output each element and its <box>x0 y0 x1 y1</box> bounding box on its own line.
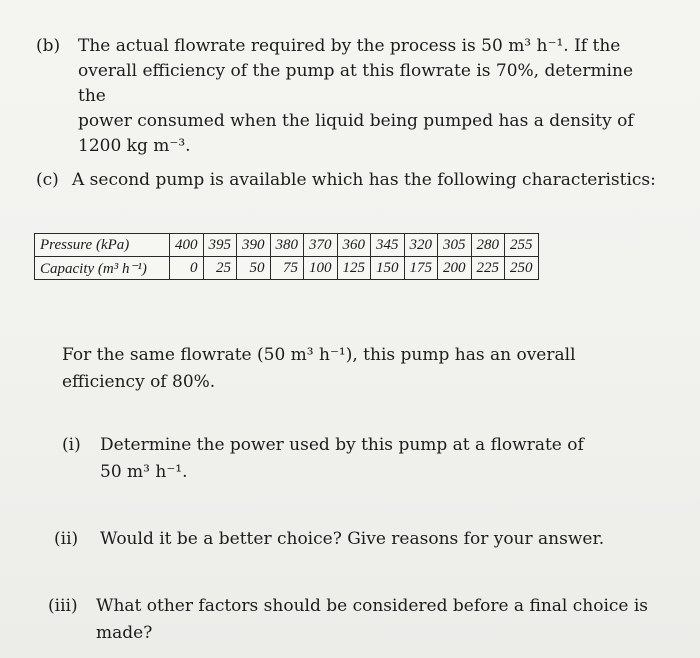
capacity-cell: 25 <box>203 257 237 280</box>
pressure-cell: 360 <box>337 234 371 257</box>
question-i-line-1: Determine the power used by this pump at a flowrate of <box>100 435 584 455</box>
question-iii-label: (iii) <box>48 596 78 616</box>
capacity-cell: 225 <box>471 257 505 280</box>
capacity-header: Capacity (m³ h⁻¹) <box>35 257 170 280</box>
intro-line-1: For the same flowrate (50 m³ h⁻¹), this pump has an overall <box>62 345 576 365</box>
question-i-text <box>100 432 660 486</box>
pressure-cell: 380 <box>270 234 304 257</box>
pressure-header: Pressure (kPa) <box>35 234 170 257</box>
capacity-cell: 0 <box>170 257 204 280</box>
pump-characteristics-table <box>34 233 539 280</box>
question-iii-text <box>96 593 676 647</box>
pressure-cell: 390 <box>237 234 271 257</box>
pressure-cell: 255 <box>505 234 539 257</box>
capacity-cell: 200 <box>438 257 472 280</box>
question-ii-label: (ii) <box>54 529 79 549</box>
pressure-cell: 320 <box>404 234 438 257</box>
part-b-label: (b) <box>36 36 61 56</box>
capacity-cell: 125 <box>337 257 371 280</box>
question-i-label: (i) <box>62 435 81 455</box>
question-i-line-2: 50 m³ h⁻¹. <box>100 462 188 482</box>
part-c-label: (c) <box>36 170 59 190</box>
part-b-text <box>78 34 638 159</box>
capacity-cell: 50 <box>237 257 271 280</box>
pressure-row <box>35 234 539 257</box>
capacity-cell: 250 <box>505 257 539 280</box>
question-iii-line-1: What other factors should be considered before a final choice is <box>96 596 649 616</box>
question-ii-text: Would it be a better choice? Give reasons for your answer. <box>100 529 605 549</box>
pressure-cell: 280 <box>471 234 505 257</box>
part-c-text: A second pump is available which has the following characteristics: <box>72 170 656 190</box>
capacity-cell: 100 <box>304 257 338 280</box>
pressure-cell: 370 <box>304 234 338 257</box>
pressure-cell: 345 <box>371 234 405 257</box>
intro-line-2: efficiency of 80%. <box>62 372 216 392</box>
pressure-cell: 395 <box>203 234 237 257</box>
capacity-row <box>35 257 539 280</box>
capacity-cell: 150 <box>371 257 405 280</box>
part-b-line-2: overall efficiency of the pump at this flowrate is 70%, determine the <box>78 61 634 106</box>
part-b-line-1: The actual flowrate required by the process is 50 m³ h⁻¹. If the <box>78 36 621 56</box>
pressure-cell: 305 <box>438 234 472 257</box>
part-b-line-3: power consumed when the liquid being pumped has a density of <box>78 111 634 131</box>
capacity-cell: 175 <box>404 257 438 280</box>
part-b-line-4: 1200 kg m⁻³. <box>78 136 191 156</box>
pressure-cell: 400 <box>170 234 204 257</box>
capacity-cell: 75 <box>270 257 304 280</box>
second-pump-intro <box>62 342 662 396</box>
question-iii-line-2: made? <box>96 623 153 643</box>
